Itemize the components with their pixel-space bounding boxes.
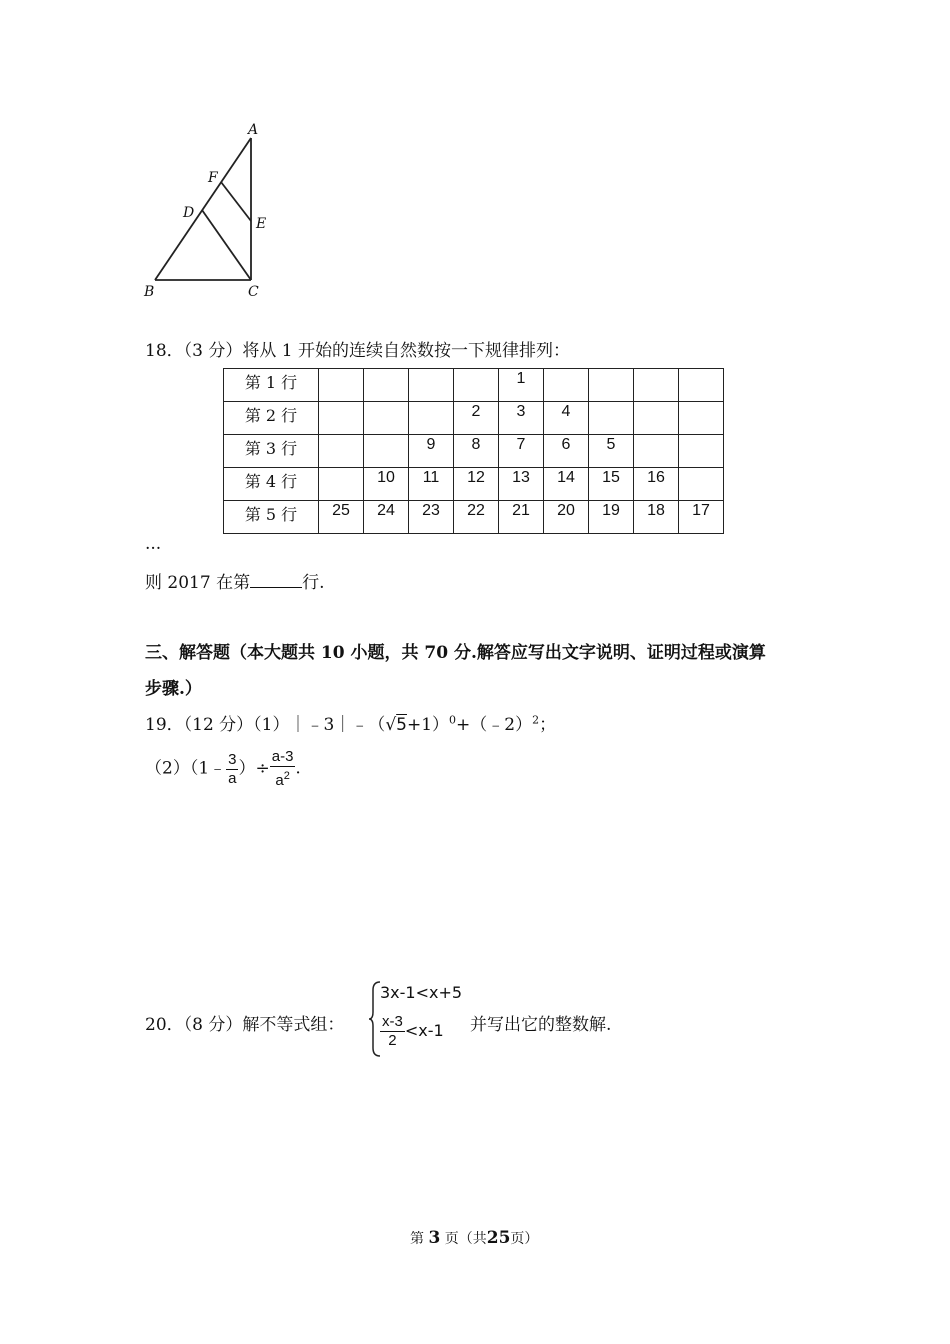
label-b: B <box>144 284 155 300</box>
footer-total-pages: 25 <box>486 1228 511 1248</box>
table-cell: 17 <box>679 501 724 534</box>
table-cell: 15 <box>589 468 634 501</box>
q18-question-suffix: 行. <box>302 573 325 593</box>
label-d: D <box>183 205 195 221</box>
table-cell <box>589 369 634 402</box>
frac2-den-base: a <box>275 772 284 789</box>
footer-suffix: 页） <box>510 1231 539 1247</box>
fraction-x3-over-2 <box>380 1013 405 1050</box>
table-cell: 22 <box>454 501 499 534</box>
inequality-1: 3x-1<x+5 <box>380 983 463 1002</box>
table-row <box>224 501 724 534</box>
table-cell: 25 <box>319 501 364 534</box>
table-cell: 24 <box>364 501 409 534</box>
table-cell <box>679 369 724 402</box>
q18-question-prefix: 则 2017 在第 <box>145 573 251 593</box>
section-title-line1: 三、解答题（本大题共 10 小题，共 70 分.解答应写出文字说明、证明过程或演算 <box>145 643 766 663</box>
table-cell: 6 <box>544 435 589 468</box>
q19-mid: +（﹣2） <box>456 715 533 735</box>
label-f: F <box>208 170 218 186</box>
table-cell <box>454 369 499 402</box>
segment-fe <box>221 182 251 221</box>
table-cell <box>634 402 679 435</box>
q19-exp2: 2 <box>532 713 540 727</box>
q18-prompt: 18．（3 分）将从 1 开始的连续自然数按一下规律排列： <box>145 341 570 361</box>
table-cell <box>409 402 454 435</box>
row-label: 第 3 行 <box>224 435 319 468</box>
table-cell <box>319 468 364 501</box>
table-cell: 14 <box>544 468 589 501</box>
number-arrangement-table <box>223 368 724 534</box>
q19-part2-end: . <box>295 758 301 779</box>
q19-prefix: 19．（12 分）（1） <box>145 715 290 735</box>
table-cell: 9 <box>409 435 454 468</box>
answer-blank <box>250 573 302 588</box>
q19-part2-mid: ）÷ <box>238 758 270 779</box>
row-label: 第 2 行 <box>224 402 319 435</box>
frac1-numerator: 3 <box>228 750 237 768</box>
table-cell: 11 <box>409 468 454 501</box>
table-row <box>224 369 724 402</box>
table-cell: 13 <box>499 468 544 501</box>
table-row <box>224 435 724 468</box>
table-cell: 19 <box>589 501 634 534</box>
sqrt-radicand: 5 <box>396 715 407 735</box>
table-cell <box>319 369 364 402</box>
frac2-den-exp: 2 <box>283 770 290 782</box>
table-cell: 23 <box>409 501 454 534</box>
q20-suffix: 并写出它的整数解. <box>470 1015 612 1035</box>
footer-middle: 页（共 <box>444 1231 487 1247</box>
table-cell <box>679 468 724 501</box>
table-cell <box>409 369 454 402</box>
fraction-a3-over-a2 <box>270 748 296 790</box>
table-cell <box>634 435 679 468</box>
table-cell: 12 <box>454 468 499 501</box>
table-cell: 4 <box>544 402 589 435</box>
table-cell: 1 <box>499 369 544 402</box>
table-cell <box>544 369 589 402</box>
table-cell: 7 <box>499 435 544 468</box>
table-cell: 20 <box>544 501 589 534</box>
q19-after-sqrt: +1） <box>406 715 450 735</box>
row-label: 第 5 行 <box>224 501 319 534</box>
frac2-numerator: a-3 <box>271 748 294 765</box>
ineq2-denominator: 2 <box>388 1032 397 1049</box>
q20-prefix: 20．（8 分）解不等式组： <box>145 1015 345 1035</box>
row-label: 第 1 行 <box>224 369 319 402</box>
table-row <box>224 468 724 501</box>
q18-ellipsis: ... <box>145 534 162 554</box>
q19-part1 <box>145 710 556 735</box>
inequality-2 <box>380 1013 444 1050</box>
table-cell <box>364 402 409 435</box>
q19-abs-part: ｜﹣3｜﹣（ <box>289 715 386 735</box>
footer-page-number: 3 <box>428 1228 441 1248</box>
page-footer <box>410 1228 538 1248</box>
triangle-figure <box>138 118 288 308</box>
label-e: E <box>256 216 267 232</box>
ineq2-rest: <x-1 <box>404 1021 444 1040</box>
frac2-denominator <box>270 767 296 790</box>
table-cell <box>679 402 724 435</box>
table-cell: 21 <box>499 501 544 534</box>
row-label: 第 4 行 <box>224 468 319 501</box>
fraction-3-over-a <box>226 751 238 788</box>
q19-exp0: 0 <box>449 713 457 727</box>
table-cell <box>364 369 409 402</box>
table-cell <box>589 402 634 435</box>
table-row <box>224 402 724 435</box>
ineq2-numerator: x-3 <box>382 1013 403 1030</box>
table-cell <box>679 435 724 468</box>
table-cell <box>364 435 409 468</box>
table-cell: 5 <box>589 435 634 468</box>
sqrt-expression: √5 <box>385 715 407 735</box>
table-cell: 10 <box>364 468 409 501</box>
table-cell: 3 <box>499 402 544 435</box>
footer-prefix: 第 <box>410 1231 424 1247</box>
table-cell: 16 <box>634 468 679 501</box>
segment-dc <box>202 210 251 280</box>
q19-part2-prefix: （2）（1﹣ <box>145 758 227 779</box>
table-cell: 8 <box>454 435 499 468</box>
section-title-line2: 步骤.） <box>145 679 202 699</box>
table-cell <box>319 402 364 435</box>
frac1-denominator: a <box>228 769 237 787</box>
q19-part2 <box>145 748 301 790</box>
table-cell <box>319 435 364 468</box>
label-c: C <box>248 284 259 300</box>
q18-question <box>145 568 324 593</box>
table-cell: 2 <box>454 402 499 435</box>
table-cell <box>634 369 679 402</box>
label-a: A <box>248 122 259 138</box>
table-cell: 18 <box>634 501 679 534</box>
q19-end: ； <box>539 715 557 735</box>
